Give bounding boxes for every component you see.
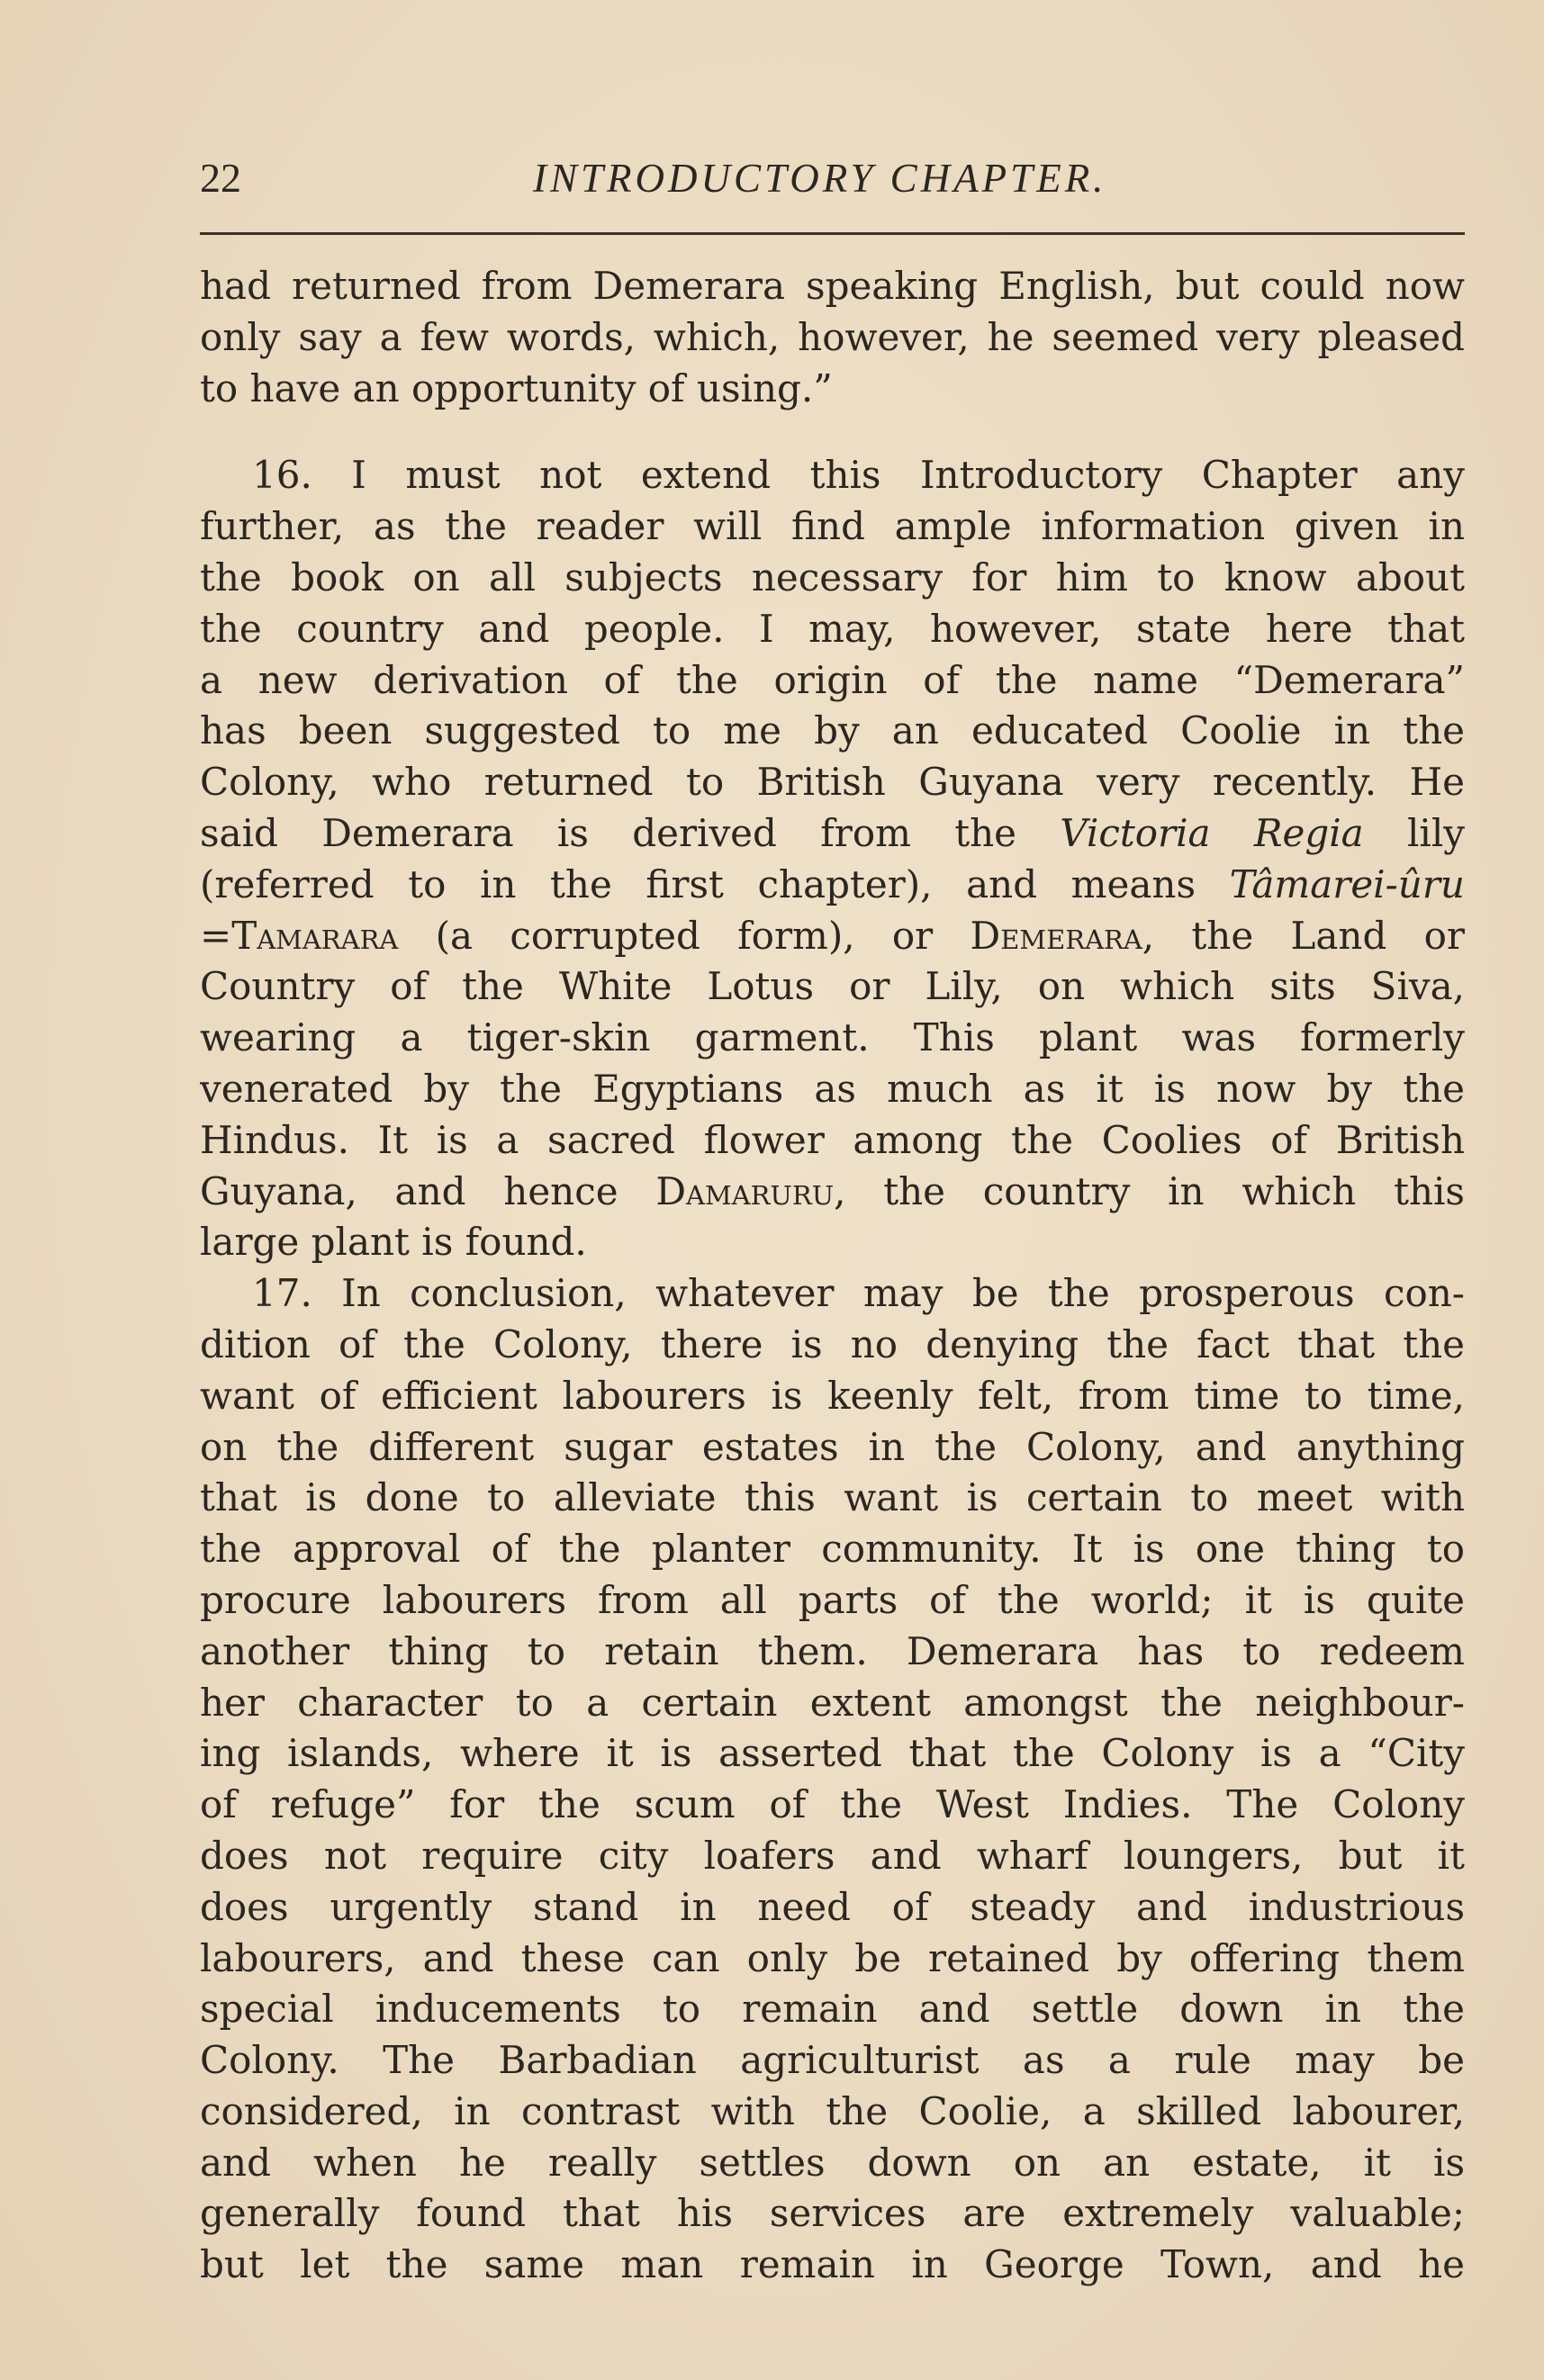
text-segment: said Demerara is derived from the: [200, 810, 1061, 855]
text-line: had returned from Demerara speaking English, but could now: [200, 264, 1465, 308]
header-rule: [200, 232, 1465, 235]
text-line: special inducements to remain and settle down in the: [200, 1987, 1465, 2032]
italic-term: Victoria Regia: [1060, 810, 1364, 855]
text-line: Hindus. It is a sacred flower among the Coolies of British: [200, 1117, 1465, 1162]
text-line: the book on all subjects necessary for him to know about: [200, 554, 1465, 600]
paragraph-17: [200, 1268, 1465, 2291]
text-line: [200, 808, 1465, 860]
paragraph-continuation: [200, 261, 1465, 414]
text-line: her character to a certain extent amongst the neighbour-: [200, 1680, 1465, 1725]
text-line: further, as the reader will find ample information given in: [200, 504, 1465, 549]
text-line: procure labourers from all parts of the world; it is quite: [200, 1577, 1465, 1622]
text-line: a new derivation of the origin of the name “Demerara”: [200, 657, 1465, 702]
text-line: does not require city loafers and wharf loungers, but it: [200, 1833, 1465, 1878]
text-line: of refuge” for the scum of the West Indies. The Colony: [200, 1782, 1465, 1827]
running-head: [200, 151, 1465, 214]
text-segment: lily: [1363, 810, 1465, 855]
text-line: on the different sugar estates in the Colony, and anything: [200, 1424, 1465, 1469]
text-line: [200, 911, 1465, 962]
text-segment: (referred to in the first chapter), and means: [200, 861, 1230, 906]
text-line: that is done to alleviate this want is certain to meet with: [200, 1475, 1465, 1520]
small-caps-term: Damaruru: [655, 1168, 835, 1213]
paragraph-16: [200, 450, 1465, 1268]
text-line: venerated by the Egyptians as much as it is now by the: [200, 1066, 1465, 1111]
text-line: Country of the White Lotus or Lily, on which sits Siva,: [200, 964, 1465, 1009]
text-line: ing islands, where it is asserted that the Colony is a “City: [200, 1731, 1465, 1776]
text-line: wearing a tiger-skin garment. This plant was formerly: [200, 1015, 1465, 1060]
text-line: Colony, who returned to British Guyana very recently. He: [200, 760, 1465, 805]
text-line: want of efficient labourers is keenly felt, from time to time,: [200, 1373, 1465, 1418]
text-line: another thing to retain them. Demerara has to redeem: [200, 1628, 1465, 1673]
text-line: Colony. The Barbadian agriculturist as a rule may be: [200, 2038, 1465, 2083]
text-line: only say a few words, which, however, he seemed very pleased: [200, 314, 1465, 359]
paragraph-gap: [200, 414, 1465, 450]
text-line: [200, 1167, 1465, 1218]
text-line: the country and people. I may, however, state here that: [200, 606, 1465, 651]
small-caps-term: Demerara: [970, 913, 1142, 958]
text-segment: (a corrupted form), or: [398, 913, 971, 958]
text-line: 17. In conclusion, whatever may be the prosperous con-: [252, 1271, 1465, 1316]
text-line: 16. I must not extend this Introductory Chapter any: [252, 453, 1465, 498]
text-segment: =: [200, 913, 232, 958]
body-text: [200, 261, 1465, 2291]
small-caps-term: Tamarara: [231, 913, 399, 958]
running-title: INTRODUCTORY CHAPTER.: [533, 156, 1107, 201]
text-line: to have an opportunity of using.”: [200, 365, 833, 410]
text-line: labourers, and these can only be retained by offering them: [200, 1935, 1465, 1980]
text-line: large plant is found.: [200, 1220, 587, 1265]
text-line: does urgently stand in need of steady and industrious: [200, 1884, 1465, 1929]
text-segment: , the country in which this: [834, 1168, 1465, 1213]
text-segment: , the Land or: [1142, 913, 1465, 958]
text-line: considered, in contrast with the Coolie, a skilled labourer,: [200, 2088, 1465, 2133]
text-line: has been suggested to me by an educated Coolie in the: [200, 708, 1465, 753]
text-line: the approval of the planter community. It is one thing to: [200, 1527, 1465, 1572]
text-line: and when he really settles down on an estate, it is: [200, 2140, 1465, 2185]
text-line: but let the same man remain in George Town, and he: [200, 2242, 1465, 2287]
page-number: 22: [200, 155, 241, 201]
text-segment: Guyana, and hence: [200, 1168, 656, 1213]
text-line: dition of the Colony, there is no denying the fact that the: [200, 1321, 1465, 1366]
italic-term: Tâmarei-ûru: [1229, 861, 1465, 906]
text-line: generally found that his services are extremely valuable;: [200, 2191, 1465, 2236]
text-line: [200, 860, 1465, 911]
